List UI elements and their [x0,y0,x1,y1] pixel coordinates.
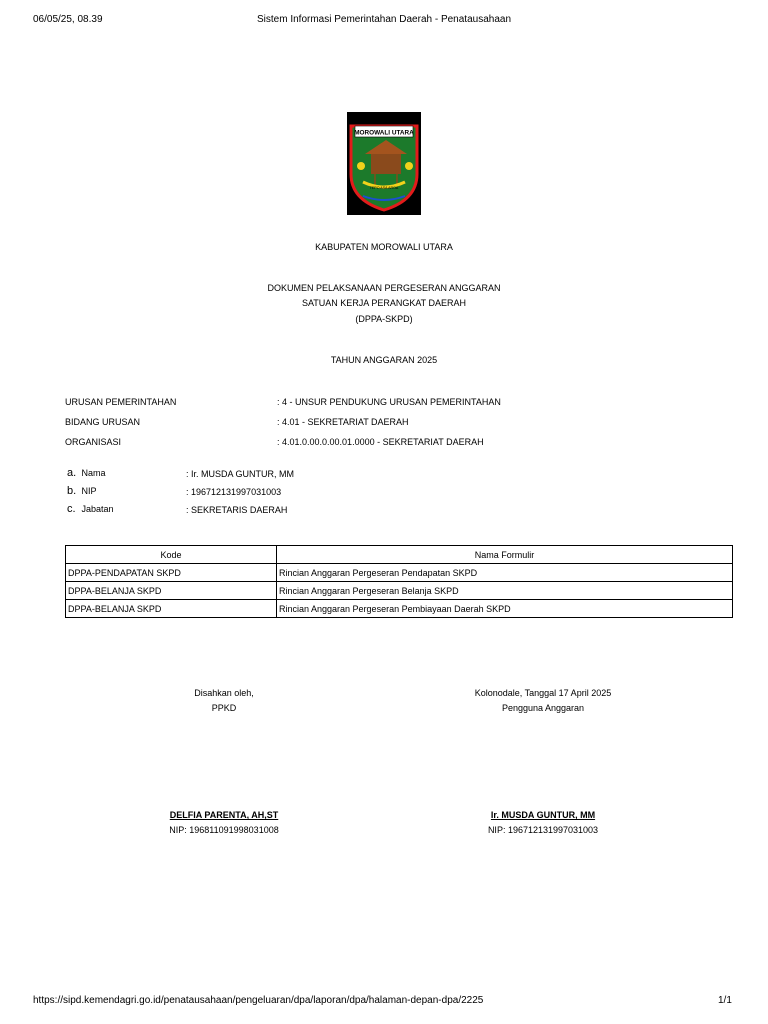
table-cell-nama: Rincian Anggaran Pergeseran Pendapatan SKPD [277,564,733,582]
table-row [66,564,733,582]
info-value-bidang: : 4.01 - SEKRETARIAT DAERAH [277,417,409,427]
official-label-jabatan: Jabatan [81,504,114,514]
sign-left-line2: PPKD [211,703,237,713]
table-header-nama-formulir: Nama Formulir [277,546,733,564]
official-label-nip: NIP [81,486,97,496]
info-label-organisasi: ORGANISASI [65,437,122,447]
fiscal-year: TAHUN ANGGARAN 2025 [330,355,438,365]
official-value-jabatan: : SEKRETARIS DAERAH [186,505,288,515]
info-value-urusan: : 4 - UNSUR PENDUKUNG URUSAN PEMERINTAHAN [277,397,501,407]
sign-left-line1: Disahkan oleh, [194,688,254,698]
table-header-kode: Kode [66,546,277,564]
table-row [66,582,733,600]
official-value-nip: : 196712131997031003 [186,487,282,497]
sign-right-nip: NIP: 196712131997031003 [487,825,599,835]
table-header-row [66,546,733,564]
region-logo [347,112,421,215]
list-marker: c. [67,503,76,515]
print-page-title: Sistem Informasi Pemerintahan Daerah - Penatausahaan [256,14,512,25]
logo-banner-text: MOROWALI UTARA [354,129,414,137]
morowali-utara-emblem-icon [347,112,421,215]
table-cell-nama: Rincian Anggaran Pergeseran Pembiayaan Daerah SKPD [277,600,733,618]
sign-left-nip: NIP: 196811091998031008 [169,825,279,835]
table-row [66,600,733,618]
doc-title-line1: DOKUMEN PELAKSANAAN PERGESERAN ANGGARAN [267,283,501,293]
print-footer-url: https://sipd.kemendagri.go.id/penatausahaan/pengeluaran/dpa/laporan/dpa/halaman-depan-dpa/2225 [33,995,484,1006]
list-marker: b. [67,485,77,497]
doc-title-line3: (DPPA-SKPD) [355,314,413,324]
info-label-bidang: BIDANG URUSAN [65,417,141,427]
official-value-nama: : Ir. MUSDA GUNTUR, MM [186,469,294,479]
official-row-jabatan [67,503,114,515]
sign-right-name-text: Ir. MUSDA GUNTUR, MM [490,810,596,820]
official-label-nama: Nama [81,468,106,478]
sign-right-name [443,810,643,820]
official-row-nip [67,485,97,497]
list-marker: a. [67,467,77,479]
table-cell-kode: DPPA-BELANJA SKPD [66,600,277,618]
table-cell-kode: DPPA-BELANJA SKPD [66,582,277,600]
sign-right-line1: Kolonodale, Tanggal 17 April 2025 [474,688,612,698]
sign-left-name-text: DELFIA PARENTA, AH,ST [169,810,279,820]
table-cell-kode: DPPA-PENDAPATAN SKPD [66,564,277,582]
sign-right-line2: Pengguna Anggaran [501,703,585,713]
info-value-organisasi: : 4.01.0.00.0.00.01.0000 - SEKRETARIAT DAERAH [277,437,484,447]
print-datetime: 06/05/25, 08.39 [33,14,103,25]
region-name: KABUPATEN MOROWALI UTARA [315,242,453,252]
official-row-nama [67,467,106,479]
logo-ribbon-text: TEPO ASA AROA [369,186,399,190]
sign-left-name [124,810,324,820]
doc-title-line2: SATUAN KERJA PERANGKAT DAERAH [301,298,467,308]
forms-table [65,545,733,618]
print-page-number: 1/1 [718,995,732,1006]
table-cell-nama: Rincian Anggaran Pergeseran Belanja SKPD [277,582,733,600]
info-label-urusan: URUSAN PEMERINTAHAN [65,397,177,407]
